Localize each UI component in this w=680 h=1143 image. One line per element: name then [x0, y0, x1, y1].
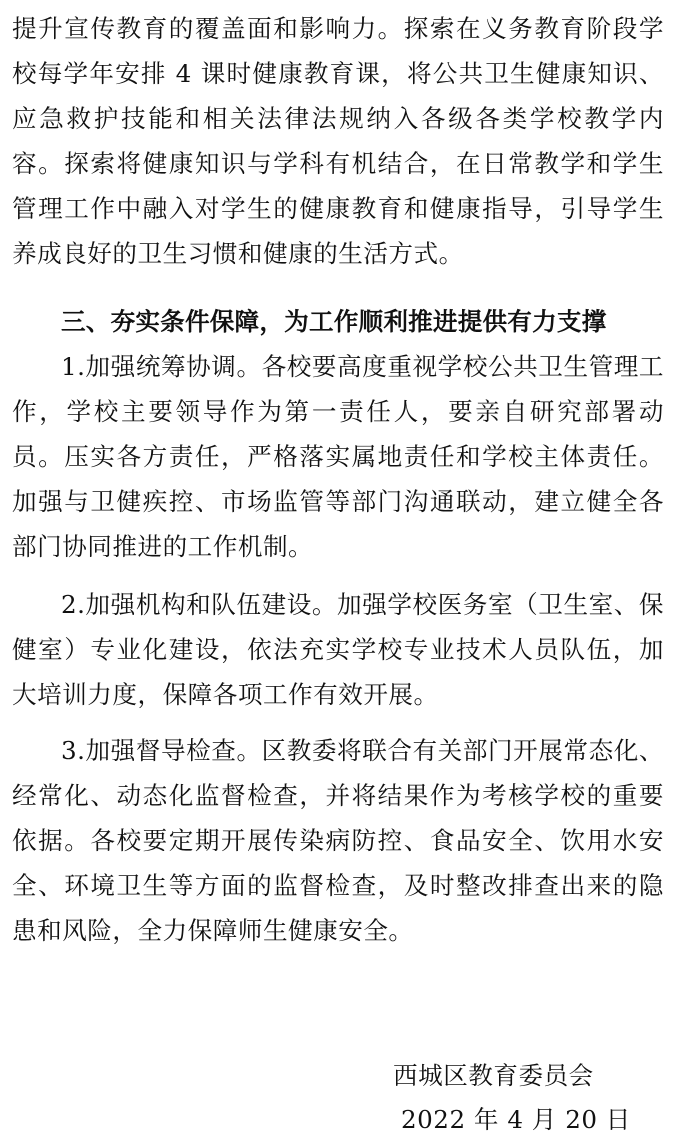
- signature-date: 2022 年 4 月 20 日: [401, 1105, 631, 1134]
- signature-organization: 西城区教育委员会: [393, 1061, 594, 1090]
- item-staff-building: 2.加强机构和队伍建设。加强学校医务室（卫生室、保健室）专业化建设，依法充实学校专业技术人员队伍，加大培训力度，保障各项工作有效开展。: [12, 590, 664, 709]
- item-supervision: 3.加强督导检查。区教委将联合有关部门开展常态化、经常化、动态化监督检查，并将结果作为考核学校的重要依据。各校要定期开展传染病防控、食品安全、饮用水安全、环境卫生等方面的监督检查，及时整改排查出来的隐患和风险，全力保障师生健康安全。: [12, 736, 664, 945]
- paragraph-health-education: 提升宣传教育的覆盖面和影响力。探索在义务教育阶段学校每学年安排 4 课时健康教育课，将公共卫生健康知识、应急救护技能和相关法律法规纳入各级各类学校教学内容。探索将健康知识与学科有机结合，在日常教学和学生管理工作中融入对学生的健康教育和健康指导，引导学生养成良好的卫生习惯和健康的生活方式。: [12, 14, 664, 268]
- item-coordination: 1.加强统筹协调。各校要高度重视学校公共卫生管理工作，学校主要领导作为第一责任人，要亲自研究部署动员。压实各方责任，严格落实属地责任和学校主体责任。加强与卫健疾控、市场监管等部门沟通联动，建立健全各部门协同推进的工作机制。: [12, 352, 664, 561]
- section-heading-3: 三、夯实条件保障，为工作顺利推进提供有力支撑: [61, 307, 607, 336]
